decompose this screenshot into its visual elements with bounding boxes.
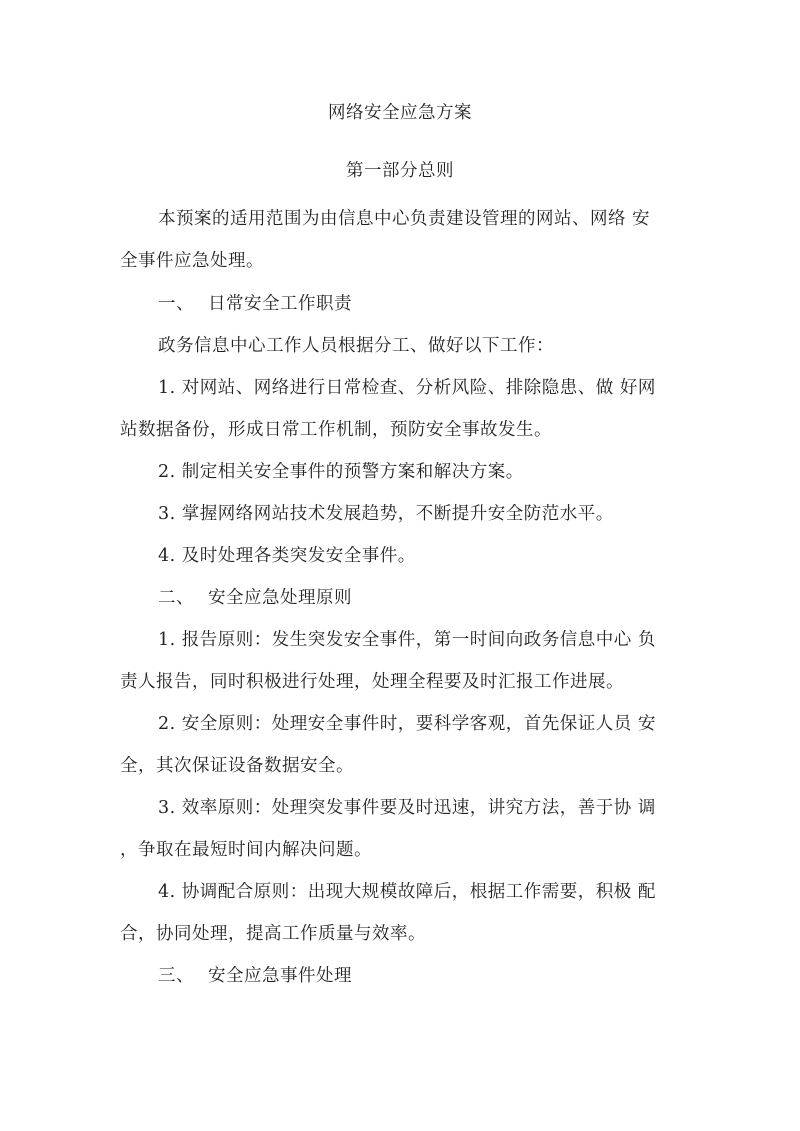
section-2-heading xyxy=(158,586,352,610)
section-3-title: 安全应急事件处理 xyxy=(208,966,352,986)
document-title: 网络安全应急方案 xyxy=(328,103,472,123)
section-2-item-3-line-2: ，争取在最短时间内解决问题。 xyxy=(120,840,372,860)
intro-line-2: 全事件应急处理。 xyxy=(120,251,264,271)
section-2-item-4-line-2: 合，协同处理，提高工作质量与效率。 xyxy=(120,924,426,944)
section-2-item-2-line-1: 2. 安全原则：处理安全事件时，要科学客观，首先保证人员 安 xyxy=(158,714,656,734)
section-1-number: 一、 xyxy=(158,294,194,314)
section-2-title: 安全应急处理原则 xyxy=(208,588,352,608)
section-2-item-1-line-1: 1. 报告原则：发生突发安全事件，第一时间向政务信息中心 负 xyxy=(158,630,656,650)
section-2-item-4-line-1: 4. 协调配合原则：出现大规模故障后，根据工作需要，积极 配 xyxy=(158,882,656,902)
section-2-item-3-line-1: 3. 效率原则：处理突发事件要及时迅速，讲究方法，善于协 调 xyxy=(158,798,656,818)
section-2-item-2-line-2: 全，其次保证设备数据安全。 xyxy=(120,756,354,776)
part-heading: 第一部分总则 xyxy=(346,161,454,181)
section-1-item-2: 2. 制定相关安全事件的预警方案和解决方案。 xyxy=(158,462,524,482)
section-1-lead: 政务信息中心工作人员根据分工、做好以下工作： xyxy=(158,336,554,356)
section-1-heading xyxy=(158,292,352,316)
section-1-item-1-line-1: 1. 对网站、网络进行日常检查、分析风险、排除隐患、做 好网 xyxy=(158,378,656,398)
section-3-number: 三、 xyxy=(158,966,194,986)
section-1-item-3: 3. 掌握网络网站技术发展趋势，不断提升安全防范水平。 xyxy=(158,504,614,524)
section-1-title: 日常安全工作职责 xyxy=(208,294,352,314)
section-2-item-1-line-2: 责人报告，同时积极进行处理，处理全程要及时汇报工作进展。 xyxy=(120,672,624,692)
section-1-item-1-line-2: 站数据备份，形成日常工作机制，预防安全事故发生。 xyxy=(120,420,552,440)
section-3-heading xyxy=(158,964,352,988)
section-2-number: 二、 xyxy=(158,588,194,608)
section-1-item-4: 4. 及时处理各类突发安全事件。 xyxy=(158,546,416,566)
intro-line-1: 本预案的适用范围为由信息中心负责建设管理的网站、网络 安 xyxy=(158,209,651,229)
